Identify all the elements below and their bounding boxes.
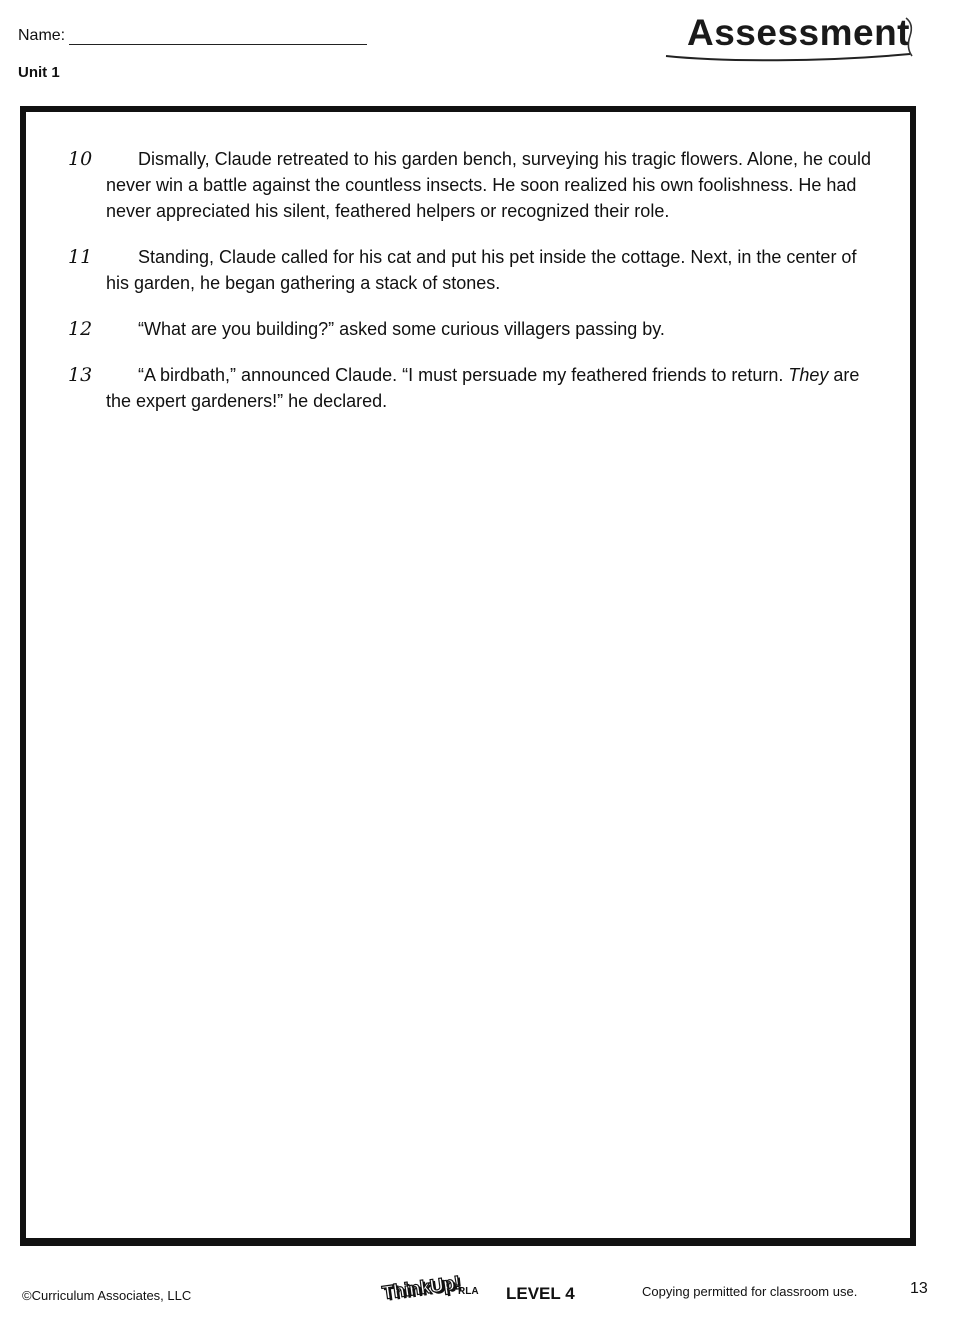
paragraph-text: “What are you building?” asked some curious villagers passing by.	[138, 319, 665, 339]
reading-passage	[60, 146, 880, 434]
copying-note: Copying permitted for classroom use.	[642, 1284, 858, 1299]
logo-subtext: RLA	[458, 1286, 479, 1297]
paragraph-text: Dismally, Claude retreated to his garden bench, surveying his tragic flowers. Alone, he could never win a battle against the countless insects. He soon realized his own foolishness. He had never appreciated his silent, feathered helpers or recognized their role.	[106, 149, 872, 221]
paragraph-text	[106, 362, 880, 414]
level-label: LEVEL 4	[506, 1284, 575, 1303]
title-underline-swoosh	[664, 50, 914, 64]
name-label: Name:	[18, 27, 66, 44]
paragraph-number: 11	[68, 246, 93, 268]
name-field-row	[18, 26, 367, 45]
paragraph-number: 13	[68, 364, 93, 386]
thinkup-logo	[378, 1272, 488, 1308]
paragraph-10	[60, 146, 880, 224]
page-footer	[0, 1270, 978, 1320]
paragraph-number: 12	[68, 318, 93, 340]
paragraph-text-end: are the expert gardeners!” he declared.	[106, 365, 860, 411]
paragraph-text-start: “A birdbath,” announced Claude. “I must persuade my feathered friends to return.	[138, 365, 789, 385]
paragraph-13	[60, 362, 880, 414]
paragraph-text-emphasis: They	[788, 365, 829, 385]
paragraph-11	[60, 244, 880, 296]
copyright-notice: ©Curriculum Associates, LLC	[22, 1288, 192, 1303]
logo-text: ThinkUp!	[380, 1272, 462, 1305]
name-blank-line	[69, 26, 367, 45]
paragraph-text: Standing, Claude called for his cat and put his pet inside the cottage. Next, in the center of his garden, he began gathering a stack of stones.	[106, 247, 857, 293]
title-bracket-mark	[902, 14, 918, 60]
unit-label: Unit 1	[18, 64, 60, 81]
page-number: 13	[910, 1280, 928, 1297]
page-title: Assessment	[686, 12, 910, 53]
paragraph-number: 10	[68, 148, 93, 170]
paragraph-12	[60, 316, 880, 342]
